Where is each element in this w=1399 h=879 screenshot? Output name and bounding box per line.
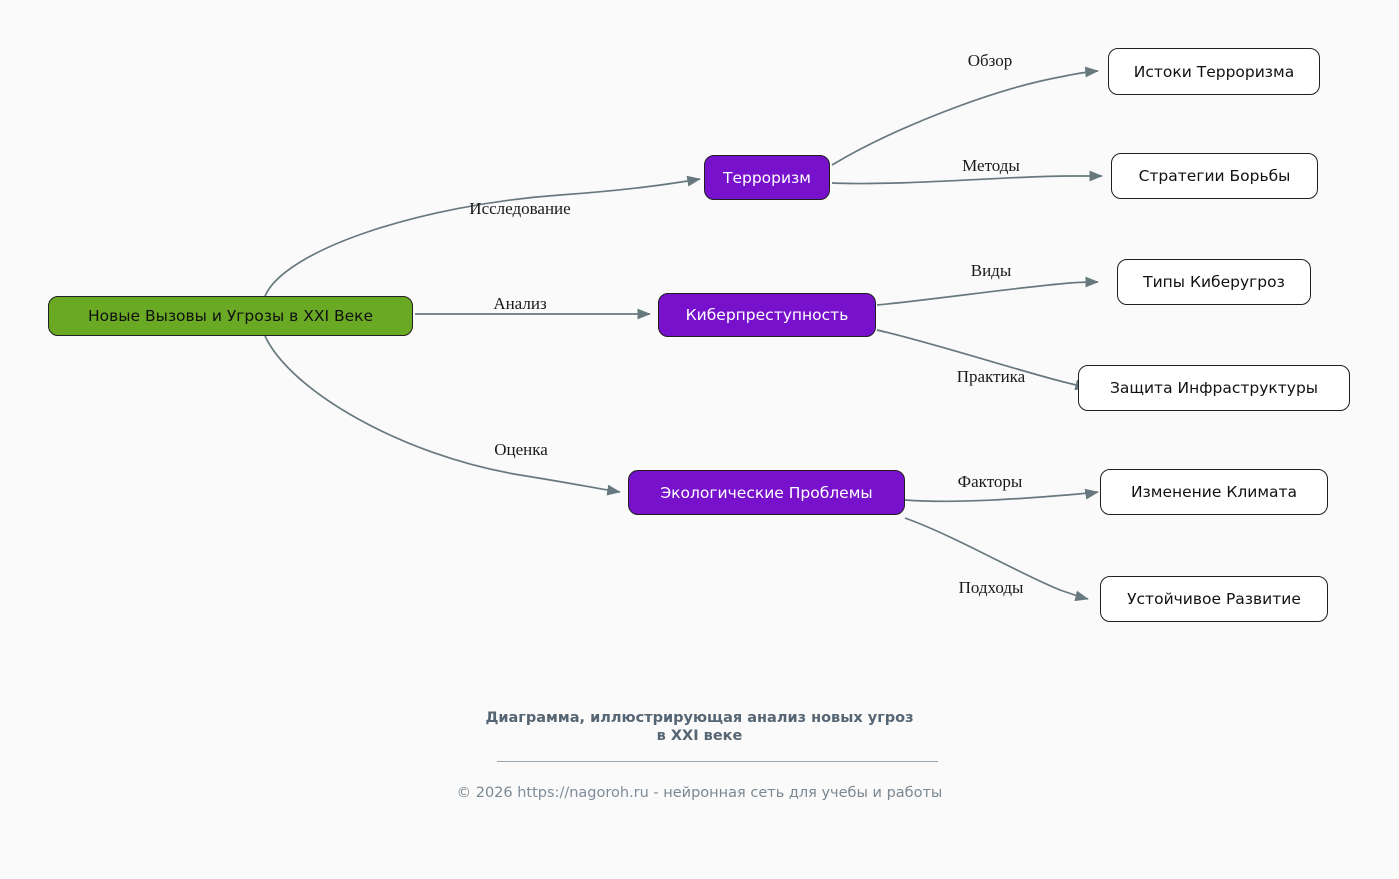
- edge-label-practice: Практика: [956, 367, 1026, 386]
- node-branch-terrorism-label: Терроризм: [722, 168, 811, 187]
- node-leaf-climate-change-label: Изменение Климата: [1130, 483, 1298, 501]
- edge-label-research: Исследование: [469, 199, 571, 218]
- node-leaf-terrorism-origins-label: Истоки Терроризма: [1133, 62, 1295, 81]
- edge-root-ecology: [265, 336, 620, 492]
- edge-label-factors: Факторы: [957, 472, 1023, 491]
- edge-terrorism-origins: [832, 71, 1098, 165]
- edge-root-terrorism: [265, 179, 700, 296]
- node-leaf-terrorism-strategies-label: Стратегии Борьбы: [1138, 167, 1291, 185]
- edge-label-methods: Методы: [962, 156, 1020, 175]
- footer-copyright: © 2026: [456, 785, 518, 801]
- node-leaf-infrastructure-protection-label: Защита Инфраструктуры: [1109, 379, 1319, 397]
- node-leaf-climate-change[interactable]: [1100, 469, 1328, 515]
- node-branch-terrorism[interactable]: [704, 155, 830, 200]
- footer-tail: - нейронная сеть для учебы и работы: [648, 785, 943, 801]
- node-branch-cybercrime[interactable]: [658, 293, 876, 337]
- node-branch-ecology-label: Экологические Проблемы: [660, 483, 873, 502]
- edge-terrorism-strategies: [832, 176, 1102, 184]
- caption-divider: [497, 761, 938, 762]
- node-leaf-cyberthreat-types[interactable]: [1117, 259, 1311, 305]
- node-root-label: Новые Вызовы и Угрозы в XXI Веке: [87, 307, 374, 325]
- node-branch-ecology[interactable]: [628, 470, 905, 515]
- node-leaf-terrorism-origins[interactable]: [1108, 48, 1320, 95]
- footer-site-link[interactable]: https://nagoroh.ru: [517, 785, 649, 801]
- edge-label-assessment: Оценка: [494, 440, 548, 459]
- footer-credit: [0, 785, 1399, 801]
- node-leaf-cyberthreat-types-label: Типы Киберугроз: [1143, 273, 1285, 291]
- node-leaf-sustainable-development[interactable]: [1100, 576, 1328, 622]
- caption-line-1: Диаграмма, иллюстрирующая анализ новых угроз: [485, 710, 914, 726]
- node-leaf-terrorism-strategies[interactable]: [1111, 153, 1318, 199]
- caption-line-2: в XXI веке: [656, 728, 743, 744]
- node-root[interactable]: [48, 296, 413, 336]
- edge-label-analysis: Анализ: [493, 294, 547, 313]
- edge-label-kinds: Виды: [970, 261, 1012, 280]
- edge-cybercrime-types: [877, 282, 1098, 305]
- edge-ecology-climate: [905, 492, 1098, 501]
- edge-label-approaches: Подходы: [958, 578, 1024, 597]
- node-branch-cybercrime-label: Киберпреступность: [685, 306, 849, 324]
- node-leaf-sustainable-development-label: Устойчивое Развитие: [1127, 590, 1301, 608]
- node-leaf-infrastructure-protection[interactable]: [1078, 365, 1350, 411]
- edge-label-overview: Обзор: [967, 51, 1013, 70]
